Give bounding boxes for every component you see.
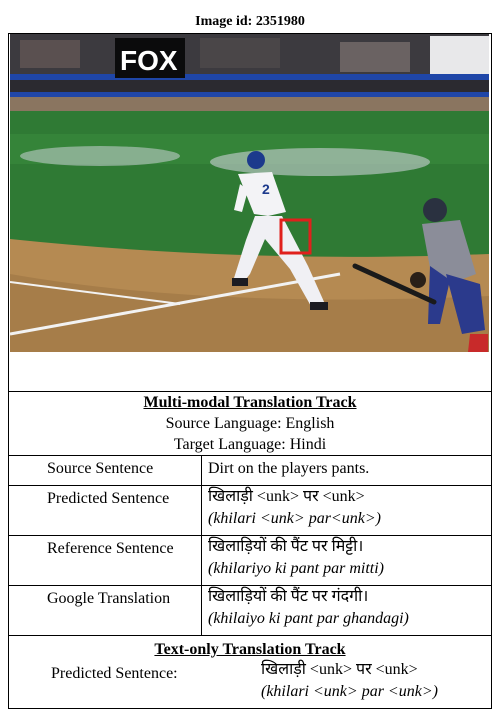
target-language: Target Language: Hindi: [173, 436, 327, 453]
text-track-label: Predicted Sentence:: [51, 665, 178, 682]
transliteration-text: (khilari <unk> par<unk>): [208, 510, 381, 527]
fox-logo-text: FOX: [120, 45, 178, 76]
source-language: Source Language: English: [165, 415, 335, 432]
text-track-title: Text-only Translation Track: [154, 641, 346, 658]
row-label: Source Sentence: [9, 456, 202, 486]
transliteration-text: (khilari <unk> par <unk>): [261, 683, 438, 700]
row-label: Google Translation: [9, 586, 202, 636]
translation-table: [8, 391, 492, 709]
image-id-title: Image id: 2351980: [195, 14, 305, 29]
source-sentence-value: Dirt on the players pants.: [202, 456, 492, 486]
transliteration-text: (khilariyo ki pant par mitti): [208, 560, 384, 577]
mm-track-header: [9, 392, 492, 456]
jersey-number: 2: [262, 181, 270, 197]
row-label: Reference Sentence: [9, 536, 202, 586]
row-value: [202, 486, 492, 536]
baseball-photo: [10, 34, 489, 352]
hindi-text: खिलाड़ी <unk> पर <unk>: [261, 661, 418, 678]
transliteration-text: (khilaiyo ki pant par ghandagi): [208, 610, 409, 627]
mm-track-title: Multi-modal Translation Track: [143, 394, 357, 411]
hindi-text: खिलाड़ियों की पैंट पर मिट्टी।: [208, 538, 364, 555]
figure-frame: [8, 33, 492, 391]
hindi-text: खिलाड़ी <unk> पर <unk>: [208, 488, 365, 505]
hindi-text: खिलाड़ियों की पैंट पर गंदगी।: [208, 588, 369, 605]
text-track-section: [9, 636, 492, 709]
row-value: [202, 586, 492, 636]
row-label: Predicted Sentence: [9, 486, 202, 536]
row-value: [202, 536, 492, 586]
